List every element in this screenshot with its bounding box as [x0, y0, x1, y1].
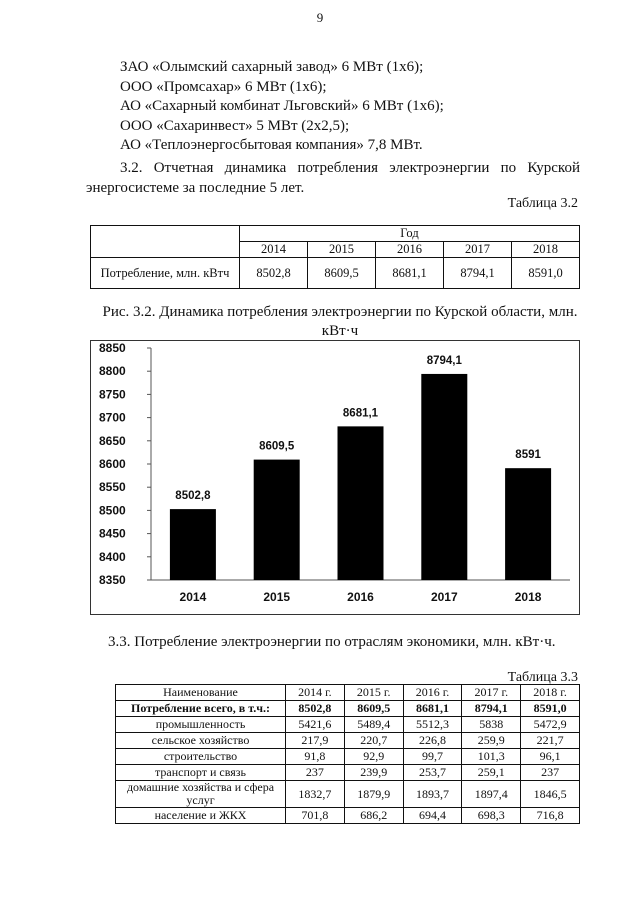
table-cell: 226,8: [403, 733, 462, 749]
producer-list: [120, 58, 444, 156]
data-label: 8591: [515, 449, 541, 462]
section-3-2-heading: 3.2. Отчетная динамика потребления электроэнергии по Курской энергосистеме за последние 5 лет.: [86, 160, 580, 196]
data-label: 8502,8: [175, 490, 211, 503]
table-cell: 99,7: [403, 749, 462, 765]
y-tick-label: 8350: [99, 573, 126, 587]
y-tick-label: 8400: [99, 549, 126, 564]
table-cell: 5421,6: [286, 717, 345, 733]
table-cell: 8502,8: [286, 701, 345, 717]
table-cell: 686,2: [344, 808, 403, 824]
value-cell: 8681,1: [376, 258, 444, 289]
table-cell: 694,4: [403, 808, 462, 824]
table-row: [116, 808, 580, 824]
y-tick-label: 8750: [99, 387, 126, 402]
table-cell: 91,8: [286, 749, 345, 765]
table-cell: 101,3: [462, 749, 521, 765]
y-tick-label: 8600: [99, 457, 126, 471]
bar: [170, 509, 216, 580]
value-cell: 8794,1: [444, 258, 512, 289]
row-name: население и ЖКХ: [116, 808, 286, 824]
table-cell: 5489,4: [344, 717, 403, 733]
bar: [421, 374, 467, 580]
table-cell: 259,9: [462, 733, 521, 749]
consumption-bar-chart: [90, 340, 580, 615]
table-header: 2018 г.: [521, 685, 580, 701]
row-name: домашние хозяйства и сфера услуг: [116, 781, 286, 808]
figure-caption: Рис. 3.2. Динамика потребления электроэнергии по Курской области, млн. кВт·ч: [102, 304, 578, 339]
y-tick-label: 8500: [99, 503, 126, 518]
table-cell: 217,9: [286, 733, 345, 749]
table-header: 2015 г.: [344, 685, 403, 701]
value-cell: 8609,5: [308, 258, 376, 289]
table-cell: 701,8: [286, 808, 345, 824]
table-3-2-empty-corner: [91, 226, 240, 258]
y-tick-label: 8450: [99, 526, 126, 541]
table-header: Наименование: [116, 685, 286, 701]
table-header: 2014 г.: [286, 685, 345, 701]
table-cell: 1832,7: [286, 781, 345, 808]
table-cell: 239,9: [344, 765, 403, 781]
table-cell: 1879,9: [344, 781, 403, 808]
data-label: 8794,1: [426, 354, 462, 367]
table-cell: 259,1: [462, 765, 521, 781]
table-3-3: [115, 684, 580, 824]
table-3-2: [90, 225, 580, 289]
page-number: 9: [316, 10, 324, 25]
y-tick-label: 8700: [99, 410, 126, 425]
table-cell: 8609,5: [344, 701, 403, 717]
row-name: сельское хозяйство: [116, 733, 286, 749]
year-cell: 2015: [308, 242, 376, 258]
y-tick-label: 8650: [99, 433, 126, 448]
table-cell: 698,3: [462, 808, 521, 824]
table-row-total: [116, 701, 580, 717]
table-cell: 5512,3: [403, 717, 462, 733]
table-cell: 8591,0: [521, 701, 580, 717]
table-cell: 1846,5: [521, 781, 580, 808]
row-label: Потребление, млн. кВтч: [91, 258, 240, 289]
year-cell: 2014: [240, 242, 308, 258]
table-cell: 237: [521, 765, 580, 781]
table-cell: 96,1: [521, 749, 580, 765]
table-cell: 253,7: [403, 765, 462, 781]
table-row: [116, 733, 580, 749]
producer-item: АО «Сахарный комбинат Льговский» 6 МВт (1х6);: [120, 98, 444, 114]
data-label: 8681,1: [342, 407, 379, 420]
section-3-3-heading: 3.3. Потребление электроэнергии по отраслям экономики, млн. кВт·ч.: [108, 634, 556, 650]
year-header: Год: [240, 226, 580, 242]
table-row: [116, 781, 580, 808]
x-tick-label: 2014: [179, 590, 207, 604]
row-name: Потребление всего, в т.ч.:: [116, 701, 286, 717]
y-tick-label: 8800: [99, 364, 126, 379]
table-cell: 716,8: [521, 808, 580, 824]
value-cell: 8591,0: [512, 258, 580, 289]
y-tick-label: 8850: [99, 341, 126, 355]
table-cell: 1893,7: [403, 781, 462, 808]
row-name: строительство: [116, 749, 286, 765]
table-cell: 5472,9: [521, 717, 580, 733]
table-row: [116, 749, 580, 765]
producer-item: ООО «Промсахар» 6 МВт (1х6);: [120, 78, 327, 95]
table-cell: 92,9: [344, 749, 403, 765]
table-cell: 237: [286, 765, 345, 781]
table-3-3-caption: Таблица 3.3: [507, 670, 578, 685]
table-3-2-caption: Таблица 3.2: [507, 196, 578, 211]
bar: [338, 426, 384, 580]
bar: [254, 460, 300, 580]
year-cell: 2017: [444, 242, 512, 258]
data-label: 8609,5: [259, 440, 295, 453]
table-row: [116, 717, 580, 733]
table-cell: 8794,1: [462, 701, 521, 717]
row-name: промышленность: [116, 717, 286, 733]
x-tick-label: 2018: [514, 590, 542, 604]
x-tick-label: 2016: [347, 590, 374, 604]
table-cell: 221,7: [521, 733, 580, 749]
table-cell: 8681,1: [403, 701, 462, 717]
table-row: [116, 765, 580, 781]
table-header: 2017 г.: [462, 685, 521, 701]
producer-item: ООО «Сахаринвест» 5 МВт (2х2,5);: [120, 117, 350, 134]
table-cell: 220,7: [344, 733, 403, 749]
producer-item: ЗАО «Олымский сахарный завод» 6 МВт (1х6);: [120, 59, 424, 75]
y-tick-label: 8550: [99, 480, 126, 495]
table-cell: 1897,4: [462, 781, 521, 808]
x-tick-label: 2015: [263, 590, 291, 604]
table-header: 2016 г.: [403, 685, 462, 701]
value-cell: 8502,8: [240, 258, 308, 289]
year-cell: 2018: [512, 242, 580, 258]
table-cell: 5838: [462, 717, 521, 733]
x-tick-label: 2017: [430, 590, 458, 604]
producer-item: АО «Теплоэнергосбытовая компания» 7,8 МВт.: [120, 137, 423, 153]
bar: [505, 468, 551, 580]
row-name: транспорт и связь: [116, 765, 286, 781]
year-cell: 2016: [376, 242, 444, 258]
